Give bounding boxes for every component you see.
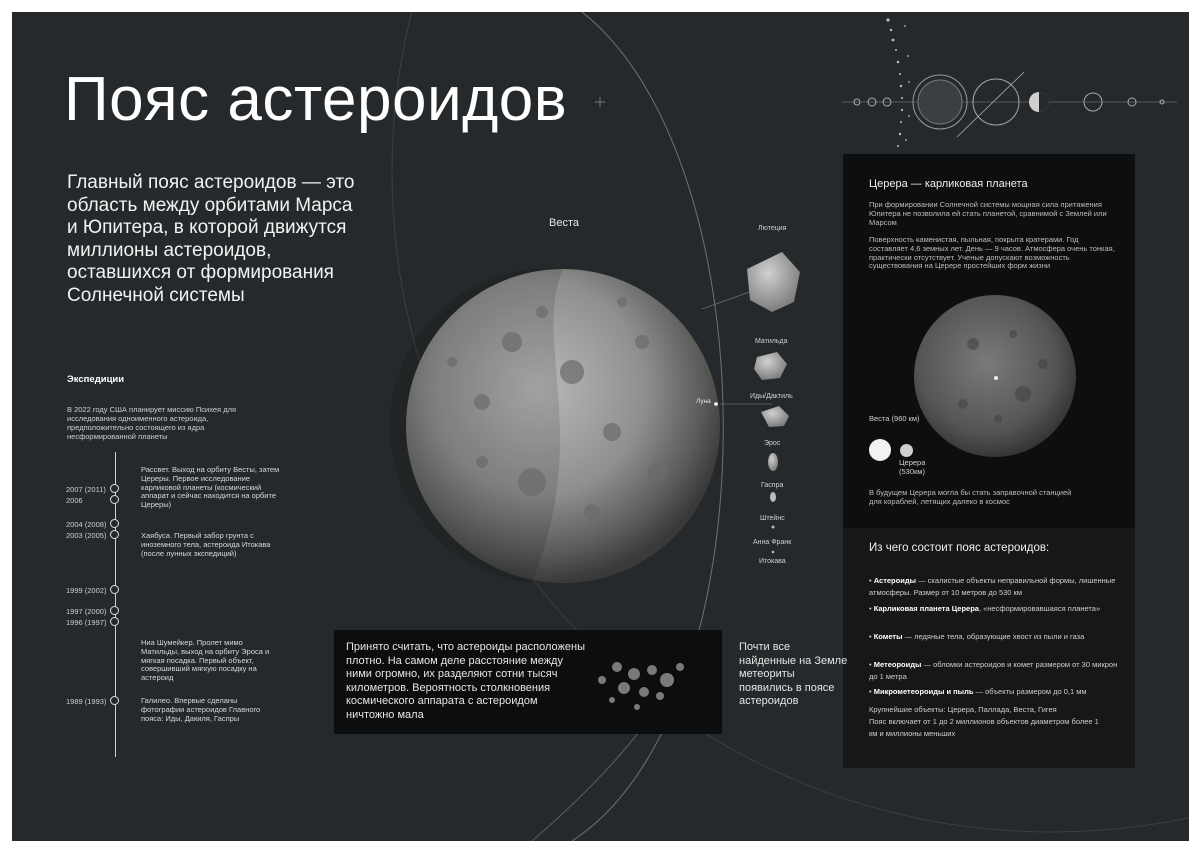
timeline-event: Галилео. Впервые сделаны фотографии астероидов Главного пояса: Иды, Дакиля, Гаспры — [141, 696, 261, 723]
vesta-size-circle — [869, 439, 891, 461]
timeline-year: 2006 — [66, 496, 83, 505]
ceres-paragraph: При формировании Солнечной системы мощная сила притяжения Юпитера не позволила ей стать планетой, сравнимой с Землей или Марсом — [869, 200, 1107, 227]
density-text: Принято считать, что астероиды расположены плотно. На самом деле расстояние между ними огромно, их разделяют сотни тысяч километров. Вероятность столкновения космического аппарата с астероидом ничтожно мала — [346, 641, 586, 721]
timeline-year: 2003 (2005) — [66, 531, 107, 540]
timeline-year: 2004 (2008) — [66, 520, 107, 529]
timeline-dot — [110, 519, 119, 528]
asteroid-label: Эрос — [764, 440, 781, 447]
timeline-dot — [110, 617, 119, 626]
timeline-year: 1989 (1993) — [66, 697, 107, 706]
timeline-year: 2007 (2011) — [66, 485, 106, 494]
ceres-title: Церера — карликовая планета — [869, 178, 1028, 190]
timeline-event: Рассвет. Выход на орбиту Весты, затем Цереры. Первое исследование карликовой планеты (космический аппарат и сейчас находится на орбите Цереры) — [141, 465, 280, 510]
composition-item: • Астероиды — скалистые объекты неправильной формы, лишенные атмосферы. Размер от 10 метров до 530 км — [869, 576, 1116, 597]
ceres-image — [913, 294, 1077, 458]
asteroid-label: Иды/Дактиль — [750, 393, 793, 400]
timeline-year: 1996 (1997) — [66, 618, 107, 627]
page-title: Пояс астероидов — [64, 65, 568, 134]
ceres-paragraph: Поверхность каменистая, пыльная, покрыта кратерами. Год составляет 4,6 земных лет. День — 9 часов. Атмосфера очень тонкая, практически отсутствует. Ученые допускают возможность существования на Церере простейших форм жизни — [869, 235, 1115, 271]
timeline-dot — [110, 585, 119, 594]
expeditions-heading: Экспедиции — [67, 374, 125, 385]
vesta-label: Веста — [549, 217, 579, 229]
ceres-size-circle — [900, 444, 913, 457]
asteroid-label: Итокава — [759, 558, 786, 565]
timeline-dot — [110, 530, 119, 539]
timeline-event: Ниа Шумейкер. Пролет мимо Матильды, выход на орбиту Эроса и мягкая посадка. Первый объект, совершивший мягкую посадку на астероид — [141, 638, 270, 683]
timeline-dot — [110, 484, 119, 493]
meteorite-text: Почти все найденные на Земле метеориты появились в поясе астероидов — [739, 641, 848, 707]
composition-item: • Микрометеороиды и пыль — объекты размером до 0,1 мм — [869, 687, 1087, 696]
asteroid-label: Анна Франк — [753, 539, 792, 546]
composition-item: • Карликовая планета Церера, «несформировавшаяся планета» — [869, 604, 1101, 613]
ceres-future: В будущем Церера могла бы стать заправочной станцией для кораблей, летящих далеко в космос — [869, 488, 1072, 506]
moon-label: Луна — [696, 398, 711, 405]
vesta-size-label: Веста (960 км) — [869, 414, 920, 423]
poster — [12, 12, 1189, 841]
asteroid-label: Штейнс — [760, 515, 785, 522]
timeline-year: 1999 (2002) — [66, 586, 107, 595]
asteroid-label: Матильда — [755, 338, 788, 345]
timeline-year: 1997 (2000) — [66, 607, 107, 616]
ceres-size-label: Церера (530км) — [899, 458, 926, 476]
timeline-dot — [110, 696, 119, 705]
composition-item: • Кометы — ледяные тела, образующие хвост из пыли и газа — [869, 632, 1085, 641]
composition-title: Из чего состоит пояс астероидов: — [869, 542, 1050, 554]
expeditions-note: В 2022 году США планирует миссию Психея для исследования одноименного астероида, предположительно состоящего из ядра несформированной планеты — [67, 405, 237, 441]
asteroid-images — [747, 252, 800, 553]
object-count: Пояс включает от 1 до 2 миллионов объектов диаметром более 1 км и миллионы меньших — [869, 717, 1099, 738]
asteroid-label: Лютеция — [758, 225, 787, 232]
asteroid-label: Гаспра — [761, 482, 784, 489]
timeline-event: Хаябуса. Первый забор грунта с иноземного тела, астероида Итокава (после лунных экспедиций) — [141, 531, 271, 558]
largest-objects: Крупнейшие объекты: Церера, Паллада, Веста, Гигея — [869, 705, 1057, 714]
intro-text: Главный пояс астероидов — это область между орбитами Марса и Юпитера, в которой движутся миллионы астероидов, оставшихся от формирования Солнечной системы — [67, 172, 355, 306]
composition-item: • Метеороиды — обломки астероидов и комет размером от 30 микрон до 1 метра — [869, 660, 1118, 681]
timeline-dot — [110, 495, 119, 504]
timeline-dot — [110, 606, 119, 615]
